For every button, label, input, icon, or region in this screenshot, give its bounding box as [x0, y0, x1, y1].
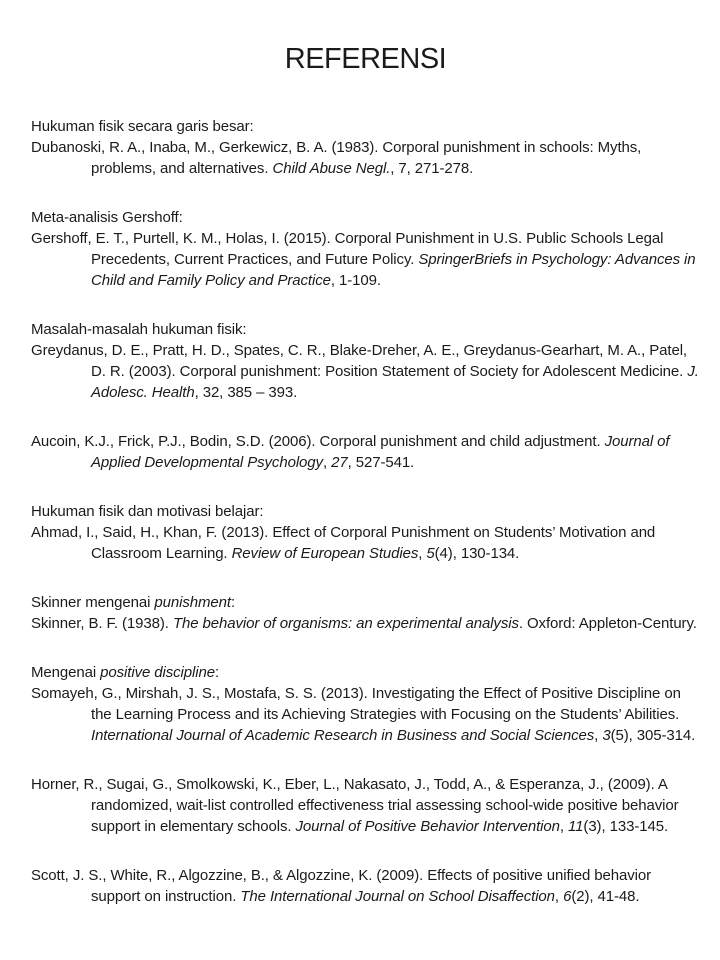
reference-group [31, 662, 700, 746]
reference-entry: Greydanus, D. E., Pratt, H. D., Spates, C. R., Blake-Dreher, A. E., Greydanus-Gearhart, M. A., Patel, D. R. (2003). Corporal punishment: Position Statement of Society for Adolescent Medicine. J. Adolesc. Health, 32, 385 – 393. [31, 342, 699, 401]
reference-group [31, 865, 700, 907]
page-title: REFERENSI [284, 43, 447, 75]
reference-category-label: Meta-analisis Gershoff: [31, 209, 183, 226]
reference-category-label: Masalah-masalah hukuman fisik: [31, 321, 247, 338]
reference-group [31, 592, 700, 634]
reference-category-label: Mengenai positive discipline: [31, 664, 220, 681]
reference-group [31, 207, 700, 291]
reference-group [31, 774, 700, 837]
reference-category-label: Hukuman fisik dan motivasi belajar: [31, 503, 264, 520]
reference-entry: Aucoin, K.J., Frick, P.J., Bodin, S.D. (2006). Corporal punishment and child adjustment. Journal of Applied Developmental Psychology, 27, 527-541. [31, 433, 670, 471]
reference-entry: Dubanoski, R. A., Inaba, M., Gerkewicz, B. A. (1983). Corporal punishment in schools: Myths, problems, and alternatives. Child Abuse Negl., 7, 271-278. [31, 139, 642, 177]
reference-entry: Scott, J. S., White, R., Algozzine, B., & Algozzine, K. (2009). Effects of positive unified behavior support on instruction. The International Journal on School Disaffection, 6(2), 41-48. [31, 867, 652, 905]
reference-group [31, 431, 700, 473]
reference-entry: Ahmad, I., Said, H., Khan, F. (2013). Effect of Corporal Punishment on Students’ Motivation and Classroom Learning. Review of European Studies, 5(4), 130-134. [31, 524, 656, 562]
reference-entry: Gershoff, E. T., Purtell, K. M., Holas, I. (2015). Corporal Punishment in U.S. Public Schools Legal Precedents, Current Practices, and Future Policy. SpringerBriefs in Psychology: Advances in Child and Family Policy and Practice, 1-109. [31, 230, 696, 289]
reference-category-label: Hukuman fisik secara garis besar: [31, 118, 254, 135]
reference-list [31, 116, 700, 907]
reference-entry: Horner, R., Sugai, G., Smolkowski, K., Eber, L., Nakasato, J., Todd, A., & Esperanza, J., (2009). A randomized, wait-list controlled effectiveness trial assessing school-wide positive behavior support in elementary schools. Journal of Positive Behavior Intervention, 11(3), 133-145. [31, 776, 679, 835]
reference-group [31, 116, 700, 179]
reference-category-label: Skinner mengenai punishment: [31, 594, 236, 611]
reference-entry: Somayeh, G., Mirshah, J. S., Mostafa, S. S. (2013). Investigating the Effect of Positive Discipline on the Learning Process and its Achieving Strategies with Focusing on the Students’ Abilities. International Journal of Academic Research in Business and Social Sciences, 3(5), 305-314. [31, 685, 696, 744]
reference-group [31, 319, 700, 403]
reference-entry: Skinner, B. F. (1938). The behavior of organisms: an experimental analysis. Oxford: Appleton-Century. [31, 615, 697, 632]
reference-group [31, 501, 700, 564]
